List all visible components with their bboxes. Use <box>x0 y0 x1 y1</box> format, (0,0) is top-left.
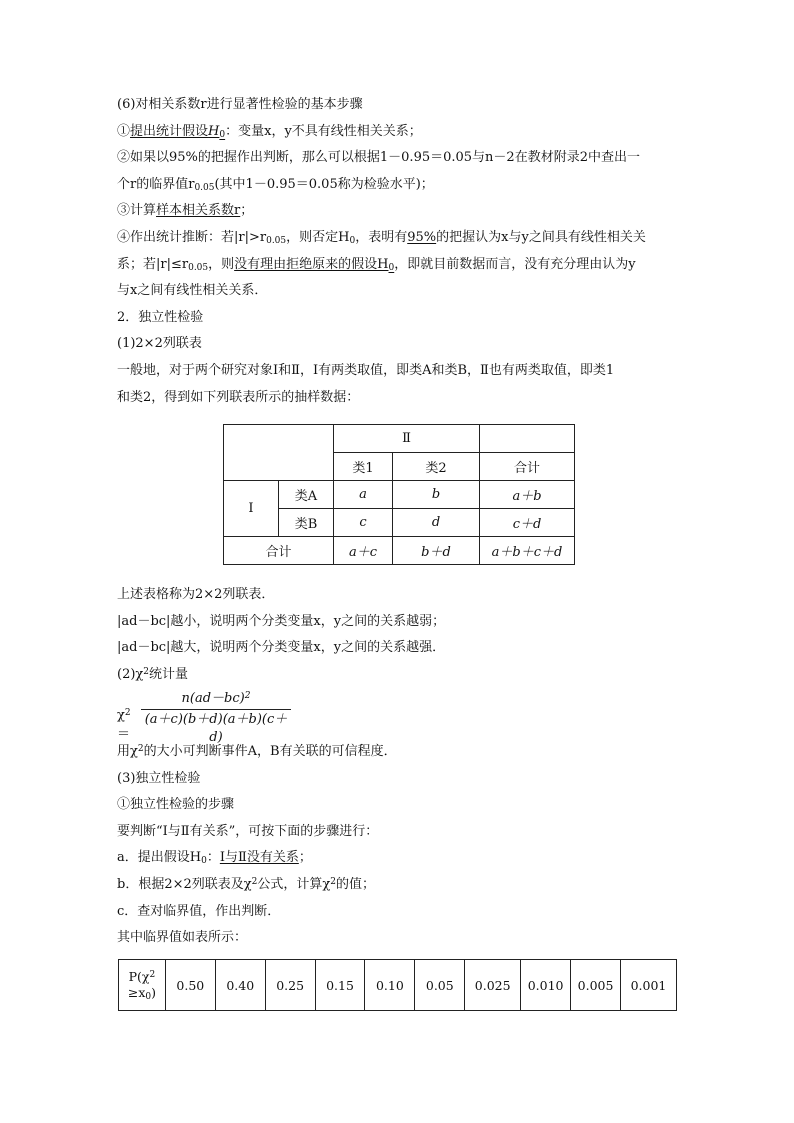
text-l2e: ：变量x，y不具有线性相关关系； <box>225 123 422 139</box>
text-l2b: 提出统计假设 <box>130 123 209 139</box>
text-t10c: 公式，计算χ <box>257 876 331 892</box>
text-l2a: ① <box>117 123 131 139</box>
text-l9: 2．独立性检验 <box>117 309 204 325</box>
step-2-cont <box>117 172 677 199</box>
weak-relation-line <box>117 609 677 636</box>
step-4-end <box>117 278 677 305</box>
text-l7e: 0 <box>388 262 395 273</box>
text-l4c: (其中1－0.95＝0.05称为检验水平)； <box>214 176 434 192</box>
step-4-cont <box>117 252 677 279</box>
row-a-label: 类A <box>294 489 318 504</box>
text-t9d: Ⅰ与Ⅱ没有关系 <box>219 850 299 866</box>
text-t3: |ad－bc|越大，说明两个分类变量x，y之间的关系越强． <box>117 640 446 656</box>
text-l7c: ，则 <box>208 256 235 272</box>
text-t10e: 的值； <box>336 876 376 892</box>
text-t10a: b．根据2×2列联表及χ <box>117 876 252 892</box>
text-l5c: ； <box>240 203 254 219</box>
col-total: 合计 <box>480 453 575 481</box>
crit-header-d: 0 <box>145 992 152 1002</box>
formula-num-text: n(ad－bc) <box>181 691 245 706</box>
row-a <box>279 481 334 509</box>
text-l6g: 的把握认为x与y之间具有线性相关关 <box>436 229 646 245</box>
text-l8: 与x之间有线性相关关系． <box>117 283 268 299</box>
cell-total: a＋b＋c＋d <box>480 537 575 565</box>
subsection-title <box>117 331 677 358</box>
text-l2d: 0 <box>219 129 226 140</box>
step-1 <box>117 119 677 146</box>
text-l7b: 0.05 <box>188 262 209 273</box>
crit-header-c: ≥x <box>127 985 146 1000</box>
cell-a-plus-c: a＋c <box>334 537 393 565</box>
crit-header <box>119 960 166 1011</box>
paragraph-line-2 <box>117 385 677 412</box>
independence-heading <box>117 766 677 793</box>
crit-value: 0.25 <box>265 960 315 1011</box>
text-l11: 一般地，对于两个研究对象Ⅰ和Ⅱ，Ⅰ有两类取值，即类A和类B，Ⅱ也有两类取值，即类1 <box>117 362 615 378</box>
text-t6: (3)独立性检验 <box>117 770 201 786</box>
text-l7d: 没有理由拒绝原来的假设H <box>234 256 389 272</box>
fraction-bar <box>141 709 291 710</box>
formula-num-exp: 2 <box>244 691 251 701</box>
text-l5b: 样本相关系数r <box>156 203 241 219</box>
text-l7f: ，即就目前数据而言，没有充分理由认为y <box>394 256 636 272</box>
crit-value: 0.40 <box>215 960 265 1011</box>
text-l3: ②如果以95%的把握作出判断，那么可以根据1－0.95＝0.05与n－2在教材附录2中查出一 <box>117 150 640 166</box>
text-t9e: ； <box>298 850 312 866</box>
step-a <box>117 845 677 872</box>
text-t1: 上述表格称为2×2列联表． <box>117 587 275 602</box>
usage-line <box>117 739 677 766</box>
crit-value: 0.025 <box>465 960 521 1011</box>
contingency-table <box>223 424 575 565</box>
section-2-title <box>117 305 677 332</box>
text-t4b: 2 <box>143 666 150 677</box>
text-l6e: ，表明有 <box>355 229 408 245</box>
cell-c: c <box>334 509 393 537</box>
text-t5a: 用χ <box>117 744 138 759</box>
text-t7: ①独立性检验的步骤 <box>117 797 235 813</box>
header-blank <box>480 425 575 453</box>
cell-b: b <box>393 481 480 509</box>
step-3 <box>117 198 677 225</box>
crit-value: 0.15 <box>315 960 365 1011</box>
step-4 <box>117 225 677 252</box>
text-l1: (6)对相关系数r进行显著性检验的基本步骤 <box>117 97 363 112</box>
chi-square-heading <box>117 662 677 689</box>
step-heading <box>117 92 677 119</box>
text-l12: 和类2，得到如下列联表所示的抽样数据： <box>117 389 360 405</box>
table-caption-line <box>117 582 677 609</box>
text-l6c: ，则否定H <box>286 229 350 245</box>
col-1: 类1 <box>334 453 393 481</box>
text-t5b: 2 <box>137 744 144 754</box>
crit-header-e: ) <box>151 985 157 1000</box>
text-l2c: H <box>208 123 220 139</box>
crit-value: 0.50 <box>165 960 215 1011</box>
text-t9b: 0 <box>201 856 207 867</box>
after-table-block <box>117 582 677 688</box>
text-t11: c．查对临界值，作出判断． <box>117 903 281 919</box>
critical-values-table <box>118 959 677 1011</box>
text-t9c: ： <box>206 850 220 866</box>
text-t2: |ad－bc|越小，说明两个分类变量x，y之间的关系越弱； <box>117 613 446 629</box>
cell-b-plus-d: b＋d <box>393 537 480 565</box>
step-c <box>117 899 677 926</box>
crit-value: 0.001 <box>621 960 677 1011</box>
formula-denominator: (a＋c)(b＋d)(a＋b)(c＋d) <box>144 712 288 745</box>
text-t9a: a．提出假设H <box>117 850 202 866</box>
text-l6f: 95% <box>407 229 437 245</box>
crit-header-b: 2 <box>149 970 156 980</box>
header-ii: Ⅱ <box>334 425 480 453</box>
formula-lhs <box>117 708 131 742</box>
formula-equals: ＝ <box>117 727 131 742</box>
row-b-label: 类B <box>294 517 318 532</box>
text-l6a: ④作出统计推断：若|r|>r <box>117 229 267 245</box>
step-b <box>117 872 677 899</box>
step-2 <box>117 145 677 172</box>
empty-corner <box>224 425 334 481</box>
crit-header-a: P(χ <box>128 969 150 984</box>
text-t4a: (2)χ <box>117 666 144 682</box>
cell-a: a <box>334 481 393 509</box>
text-l6d: 0 <box>349 235 356 246</box>
formula-chi: χ <box>117 708 125 723</box>
text-t12: 其中临界值如表所示： <box>117 930 248 946</box>
text-l4b: 0.05 <box>194 182 215 193</box>
row-group-i: Ⅰ <box>224 481 279 537</box>
row-b <box>279 509 334 537</box>
cell-a-plus-b: a＋b <box>480 481 575 509</box>
text-t5c: 的大小可判断事件A，B有关联的可信程度． <box>143 744 397 759</box>
text-t10b: 2 <box>251 876 258 887</box>
crit-value: 0.10 <box>365 960 415 1011</box>
independence-test-block <box>117 739 677 952</box>
crit-value: 0.05 <box>415 960 465 1011</box>
cell-d: d <box>393 509 480 537</box>
formula-numerator <box>141 690 291 708</box>
critical-intro <box>117 925 677 952</box>
text-l6b: 0.05 <box>266 235 287 246</box>
col-2: 类2 <box>393 453 480 481</box>
crit-value: 0.005 <box>571 960 621 1011</box>
formula-chi-exp: 2 <box>124 708 131 718</box>
text-l4a: 个r的临界值r <box>117 176 195 192</box>
steps-intro <box>117 819 677 846</box>
text-t8: 要判断“Ⅰ与Ⅱ有关系”，可按下面的步骤进行： <box>117 823 379 839</box>
paragraph-line-1 <box>117 358 677 385</box>
row-total: 合计 <box>224 537 334 565</box>
text-t10d: 2 <box>330 876 336 887</box>
formula-fraction <box>141 690 291 745</box>
cell-c-plus-d: c＋d <box>480 509 575 537</box>
text-l7a: 系；若|r|≤r <box>117 256 189 272</box>
text-l10: (1)2×2列联表 <box>117 336 202 352</box>
text-t4c: 统计量 <box>149 666 189 682</box>
text-l5a: ③计算 <box>117 203 157 219</box>
strong-relation-line <box>117 635 677 662</box>
steps-heading <box>117 792 677 819</box>
crit-value: 0.010 <box>521 960 571 1011</box>
